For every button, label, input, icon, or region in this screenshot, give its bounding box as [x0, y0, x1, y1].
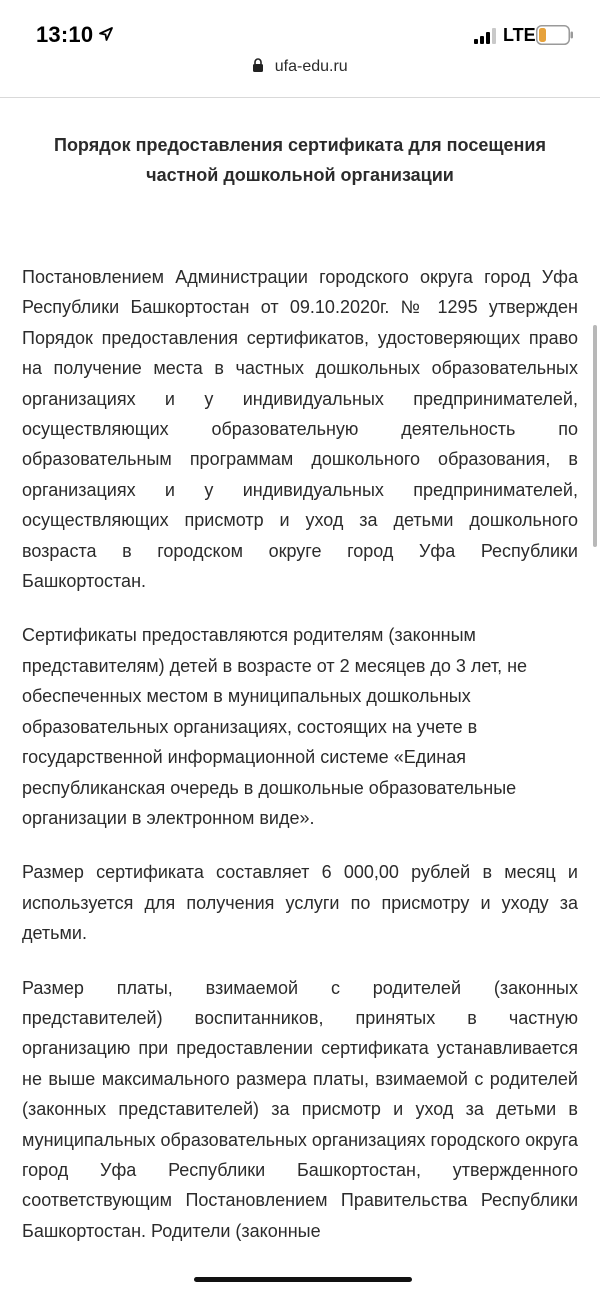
network-type: LTE: [503, 25, 536, 45]
battery-low-icon: [536, 25, 574, 45]
status-time: 13:10: [36, 22, 94, 47]
page-title: Порядок предоставления сертификата для посещения частной дошкольной организации: [54, 135, 546, 185]
paragraph-eligibility: Сертификаты предоставляются родителям (законным представителям) детей в возрасте от 2 месяцев до 3 лет, не обеспеченных местом в муниципальных дошкольных образовательных организациях, состоящих на учете в государственной информационной системе «Единая республиканская очередь в дошкольные образовательные организации в электронном виде».: [22, 625, 528, 828]
status-bar: [0, 0, 600, 62]
paragraph-certificate-amount: Размер сертификата составляет 6 000,00 рублей в месяц и используется для получения услуги по присмотру и уходу за детьми.: [22, 862, 578, 944]
home-indicator[interactable]: [194, 1277, 412, 1282]
url-text[interactable]: ufa-edu.ru: [274, 58, 348, 75]
lock-icon: [252, 58, 264, 72]
scroll-indicator[interactable]: [593, 325, 597, 547]
location-arrow-icon: [98, 26, 114, 42]
paragraph-resolution: Постановлением Администрации городского округа город Уфа Республики Башкортостан от 09.10.2020г. № 1295 утвержден Порядок предоставления сертификатов, удостоверяющих право на получение места в частных дошкольных образовательных организациях и у индивидуальных предпринимателей, осуществляющих образовательную деятельность по образовательным программам дошкольного образования, в организациях и у индивидуальных предпринимателей, осуществляющих присмотр и уход за детьми дошкольного возраста в городском округе город Уфа Республики Башкортостан.: [22, 267, 578, 592]
cellular-signal-icon: [474, 28, 496, 44]
address-bar[interactable]: [0, 58, 600, 96]
paragraph-fee: Размер платы, взимаемой с родителей (законных представителей) воспитанников, принятых в частную организацию при предоставлении сертификата устанавливается не выше максимального размера платы, взимаемой с родителей (законных представителей) за присмотр и уход за детьми в муниципальных образовательных организациях городского округа город Уфа Республики Башкортостан, утвержденного соответствующим Постановлением Правительства Республики Башкортостан. Родители (законные: [22, 977, 578, 1241]
article: [22, 130, 578, 1270]
address-bar-divider: [0, 97, 600, 98]
